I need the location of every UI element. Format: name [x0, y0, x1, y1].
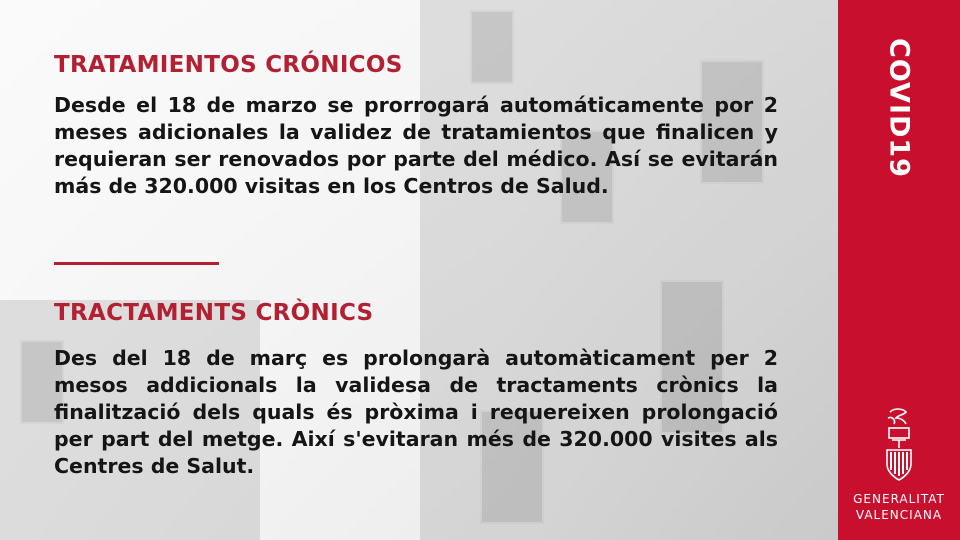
divider-line: [54, 262, 219, 265]
org-name-line1: GENERALITAT: [853, 492, 945, 506]
generalitat-valenciana-emblem-icon: [884, 406, 914, 486]
heading-valencian: TRACTAMENTS CRÒNICS: [54, 300, 374, 326]
paragraph-spanish: Desde el 18 de marzo se prorrogará automáticamente por 2 meses adicionales la validez de tratamientos que finalicen y requieran ser renovados por parte del médico. Así se evitarán más de 320.000 visitas en los Centros de Salud.: [54, 93, 778, 198]
heading-spanish: TRATAMIENTOS CRÓNICOS: [54, 52, 403, 78]
org-name-line2: VALENCIANA: [855, 508, 943, 522]
paragraph-valencian: Des del 18 de març es prolongarà automàticament per 2 mesos addicionals la validesa de tractaments crònics la finalització dels quals és pròxima i requereixen prolongació per part del metge. Així s'evitaran més de 320.000 visites als Centres de Salut.: [54, 346, 778, 478]
side-panel: [838, 0, 960, 540]
covid19-tag: COVID19: [883, 38, 915, 178]
